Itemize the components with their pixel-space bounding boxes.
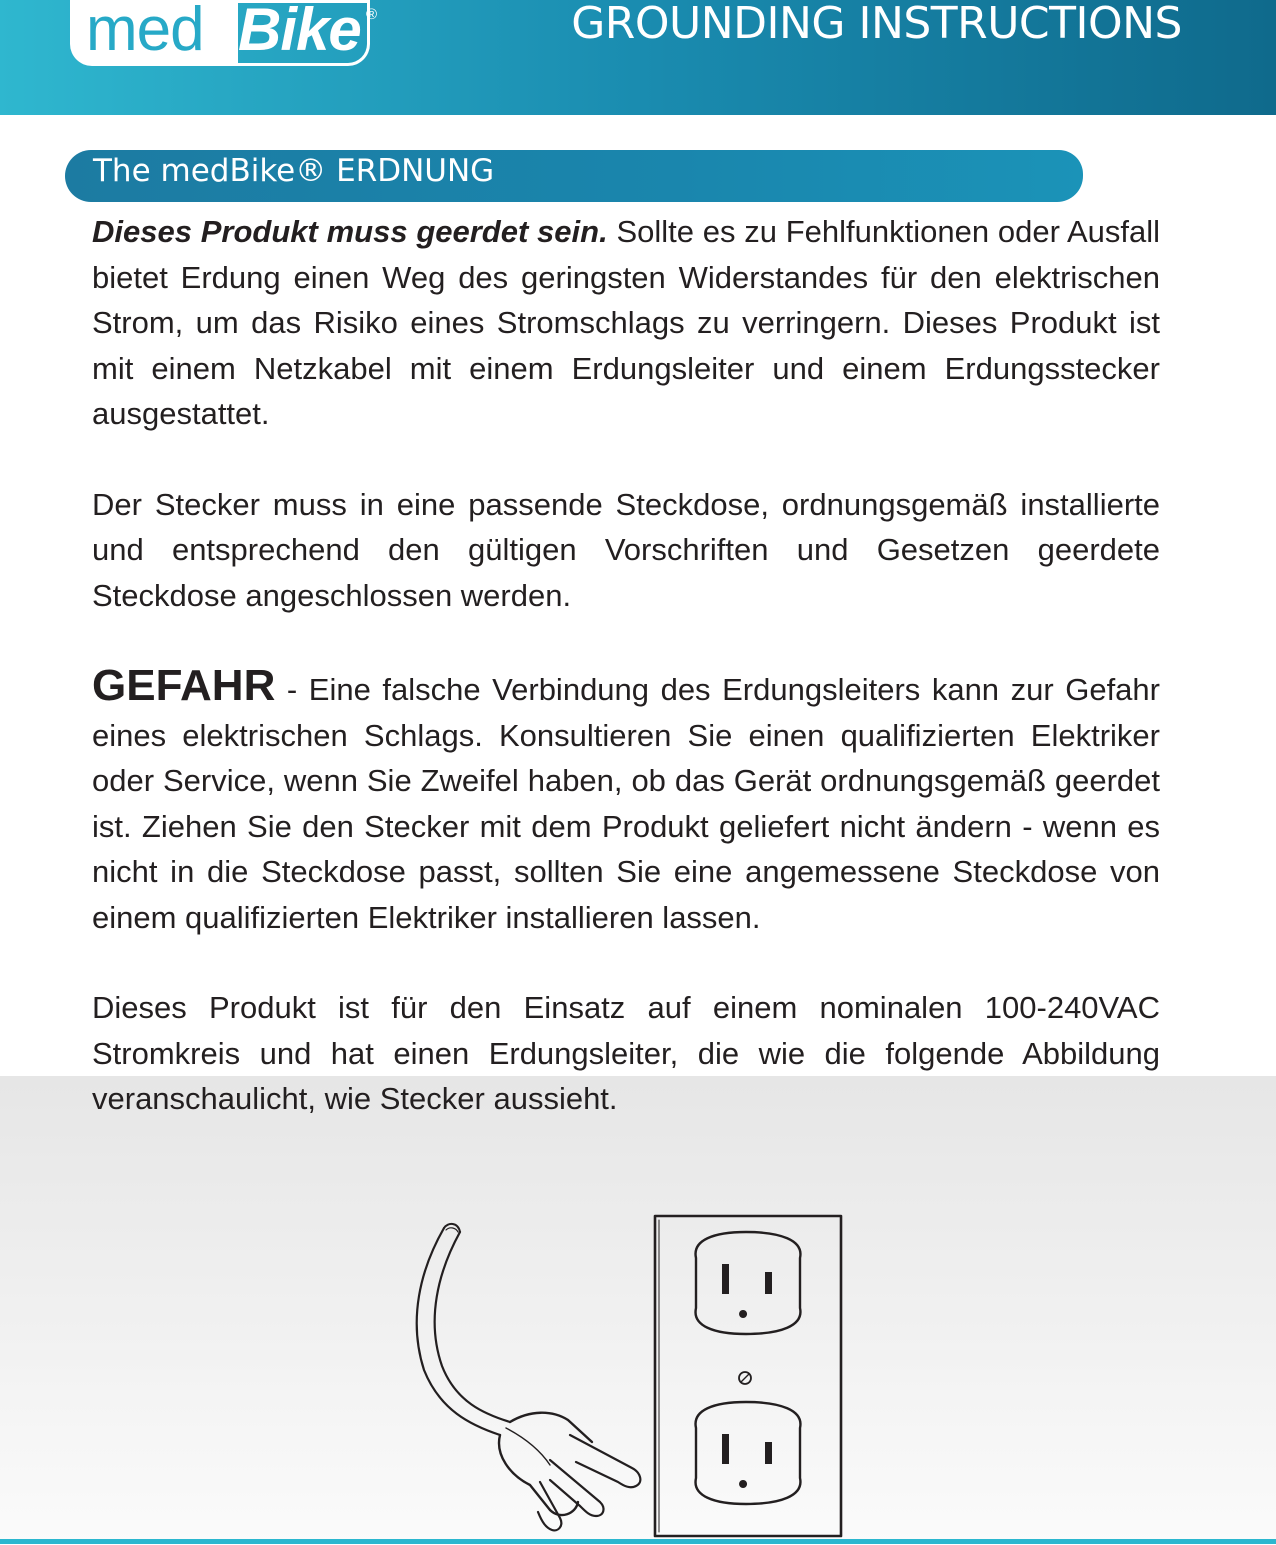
paragraph-lead-grounding: Dieses Produkt muss geerdet sein. xyxy=(92,214,608,249)
paragraph-danger xyxy=(92,663,1160,940)
paragraph-grounding-required xyxy=(92,209,1160,437)
paragraph-voltage: Dieses Produkt ist für den Einsatz auf einem nominalen 100-240VAC Stromkreis und hat einen Erdungsleiter, die wie die folgende Abbildung veranschaulicht, wie Stecker aussieht. xyxy=(92,990,1160,1116)
paragraph-body-grounding: Sollte es zu Fehlfunktionen oder Ausfall bietet Erdung einen Weg des geringsten Widerstandes für den elektrischen Strom, um das Risiko eines Stromschlags zu verringern. Dieses Produkt ist mit einem Netzkabel mit einem Erdungsleiter und einem Erdungsstecker ausgestattet. xyxy=(92,214,1160,431)
logo-bike-box xyxy=(232,0,370,66)
paragraph-body-danger: - Eine falsche Verbindung des Erdungsleiters kann zur Gefahr eines elektrischen Schlags. Konsultieren Sie einen qualifizierten Elektriker oder Service, wenn Sie Zweifel haben, ob das Gerät ordnungsgemäß geerdet ist. Ziehen Sie den Stecker mit dem Produkt geliefert nicht ändern - wenn es nicht in die Steckdose passt, sollten Sie eine angemessene Steckdose von einem qualifizierten Elektriker installieren lassen. xyxy=(92,672,1160,935)
logo-registered-mark: ® xyxy=(366,6,378,23)
paragraph-plug-socket: Der Stecker muss in eine passende Steckdose, ordnungsgemäß installierte und entsprechend den gültigen Vorschriften und Gesetzen geerdete Steckdose angeschlossen werden. xyxy=(92,486,1160,613)
medbike-logo xyxy=(70,0,390,68)
section-heading: The medBike® ERDNUNG xyxy=(93,153,495,189)
logo-med-box xyxy=(70,0,238,66)
logo-bike-text: Bike xyxy=(238,0,361,63)
danger-label: GEFAHR xyxy=(92,661,276,710)
body-content xyxy=(92,209,1160,1122)
page-title: GROUNDING INSTRUCTIONS xyxy=(571,0,1182,49)
page-header xyxy=(0,0,1276,115)
section-heading-bar xyxy=(65,150,1083,202)
plug-outlet-illustration-icon xyxy=(400,1210,850,1540)
logo-med-text: med xyxy=(86,0,204,64)
